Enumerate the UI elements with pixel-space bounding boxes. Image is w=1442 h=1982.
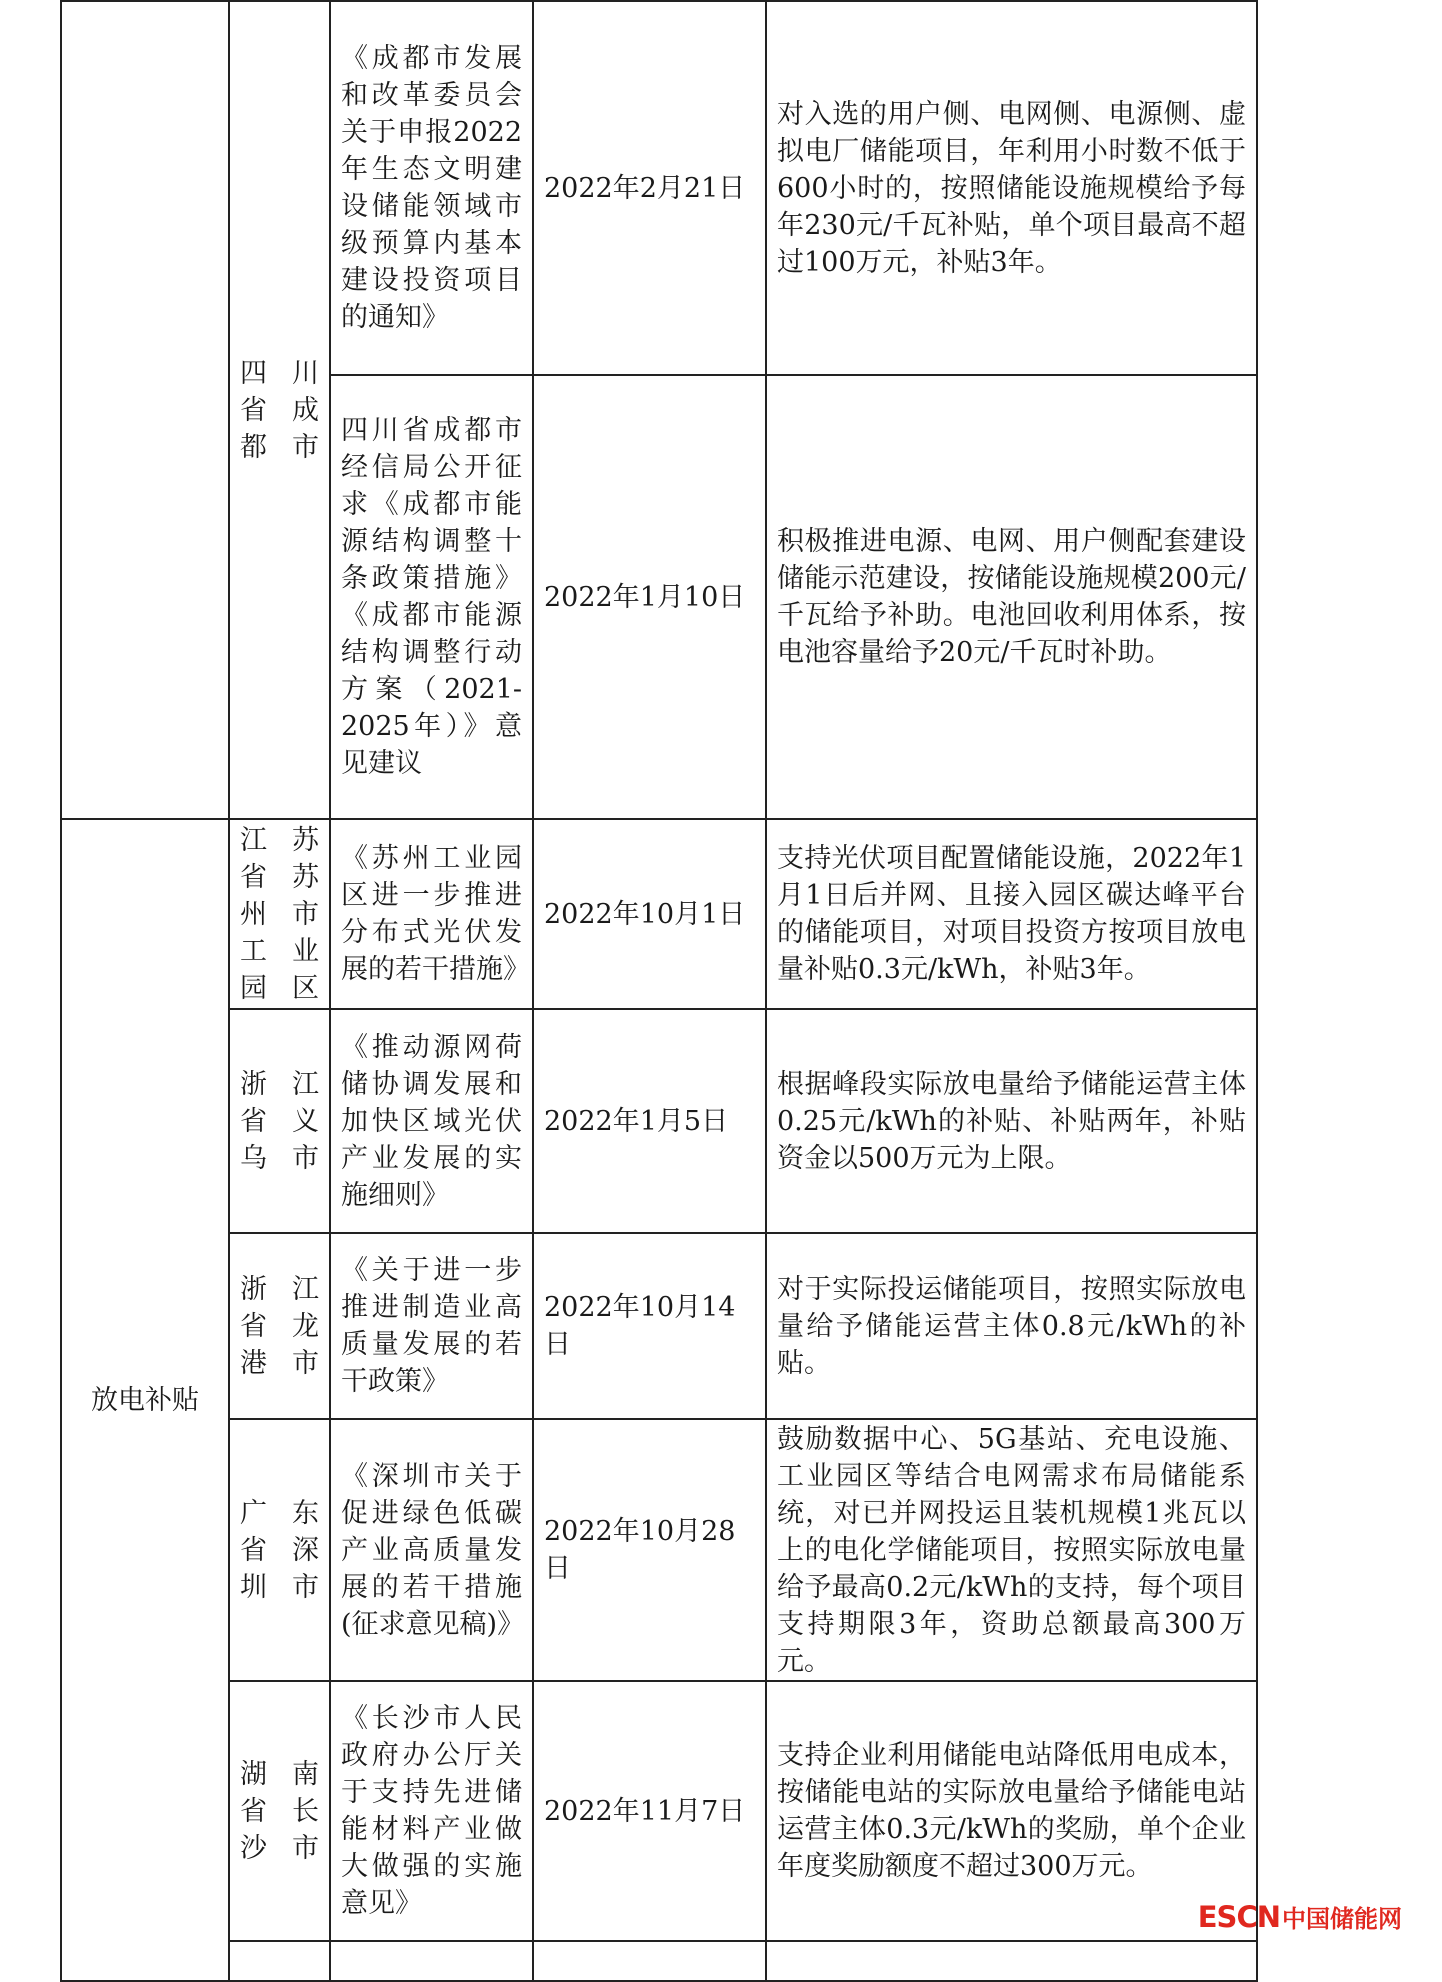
date-cell: 2022年1月10日: [533, 375, 766, 819]
detail-cell: 对于实际投运储能项目，按照实际放电量给予储能运营主体0.8元/kWh的补贴。: [766, 1233, 1257, 1419]
region-cell: 浙江省义乌市: [229, 1009, 330, 1233]
detail-cell: 根据峰段实际放电量给予储能运营主体0.25元/kWh的补贴、补贴两年，补贴资金以500万元为上限。: [766, 1009, 1257, 1233]
detail-cell: 鼓励数据中心、5G基站、充电设施、工业园区等结合电网需求布局储能系统，对已并网投运且装机规模1兆瓦以上的电化学储能项目，按照实际放电量给予最高0.2元/kWh的支持，每个项目支持期限3年，资助总额最高300万元。: [766, 1419, 1257, 1681]
document-cell: 《成都市发展和改革委员会关于申报2022年生态文明建设储能领域市级预算内基本建设投资项目的通知》: [330, 1, 533, 375]
document-cell: 《深圳市关于促进绿色低碳产业高质量发展的若干措施(征求意见稿)》: [330, 1419, 533, 1681]
date-cell: 2022年10月28日: [533, 1419, 766, 1681]
document-cell: 《苏州工业园区进一步推进分布式光伏发展的若干措施》: [330, 819, 533, 1009]
region-cell-empty: [229, 1941, 330, 1981]
document-cell: 四川省成都市经信局公开征求《成都市能源结构调整十条政策措施》《成都市能源结构调整行动方案（2021-2025年）》意见建议: [330, 375, 533, 819]
category-cell: 放电补贴: [61, 819, 229, 1981]
region-cell: 江苏省苏州市工业园区: [229, 819, 330, 1009]
table-row: [61, 1419, 1257, 1681]
detail-cell: 积极推进电源、电网、用户侧配套建设储能示范建设，按储能设施规模200元/千瓦给予补助。电池回收利用体系，按电池容量给予20元/千瓦时补助。: [766, 375, 1257, 819]
policy-table: [60, 0, 1258, 1982]
document-cell: 《长沙市人民政府办公厅关于支持先进储能材料产业做大做强的实施意见》: [330, 1681, 533, 1941]
date-cell: 2022年11月7日: [533, 1681, 766, 1941]
escn-watermark-logo: [1198, 1899, 1402, 1934]
detail-cell: 对入选的用户侧、电网侧、电源侧、虚拟电厂储能项目，年利用小时数不低于600小时的，按照储能设施规模给予每年230元/千瓦补贴，单个项目最高不超过100万元，补贴3年。: [766, 1, 1257, 375]
category-cell-empty: [61, 1, 229, 819]
watermark-brand-cn: 中国储能网: [1282, 1905, 1402, 1933]
table-row-partial: [61, 1941, 1257, 1981]
table-row: [61, 1681, 1257, 1941]
document-cell: 《推动源网荷储协调发展和加快区域光伏产业发展的实施细则》: [330, 1009, 533, 1233]
detail-cell: 支持企业利用储能电站降低用电成本，按储能电站的实际放电量给予储能电站运营主体0.3元/kWh的奖励，单个企业年度奖励额度不超过300万元。: [766, 1681, 1257, 1941]
table-row: [61, 1, 1257, 375]
watermark-brand-en: ESCN: [1197, 1900, 1280, 1934]
document-cell: 《关于进一步推进制造业高质量发展的若干政策》: [330, 1233, 533, 1419]
table-row: [61, 1009, 1257, 1233]
region-cell: 浙江省龙港市: [229, 1233, 330, 1419]
region-cell: 四川省成都市: [229, 1, 330, 819]
table-row: [61, 1233, 1257, 1419]
region-cell: 湖南省长沙市: [229, 1681, 330, 1941]
document-cell-empty: [330, 1941, 533, 1981]
region-cell: 广东省深圳市: [229, 1419, 330, 1681]
date-cell-empty: [533, 1941, 766, 1981]
date-cell: 2022年1月5日: [533, 1009, 766, 1233]
detail-cell: 支持光伏项目配置储能设施，2022年1月1日后并网、且接入园区碳达峰平台的储能项目，对项目投资方按项目放电量补贴0.3元/kWh，补贴3年。: [766, 819, 1257, 1009]
date-cell: 2022年10月1日: [533, 819, 766, 1009]
detail-cell-empty: [766, 1941, 1257, 1981]
date-cell: 2022年2月21日: [533, 1, 766, 375]
date-cell: 2022年10月14日: [533, 1233, 766, 1419]
table-row: [61, 819, 1257, 1009]
